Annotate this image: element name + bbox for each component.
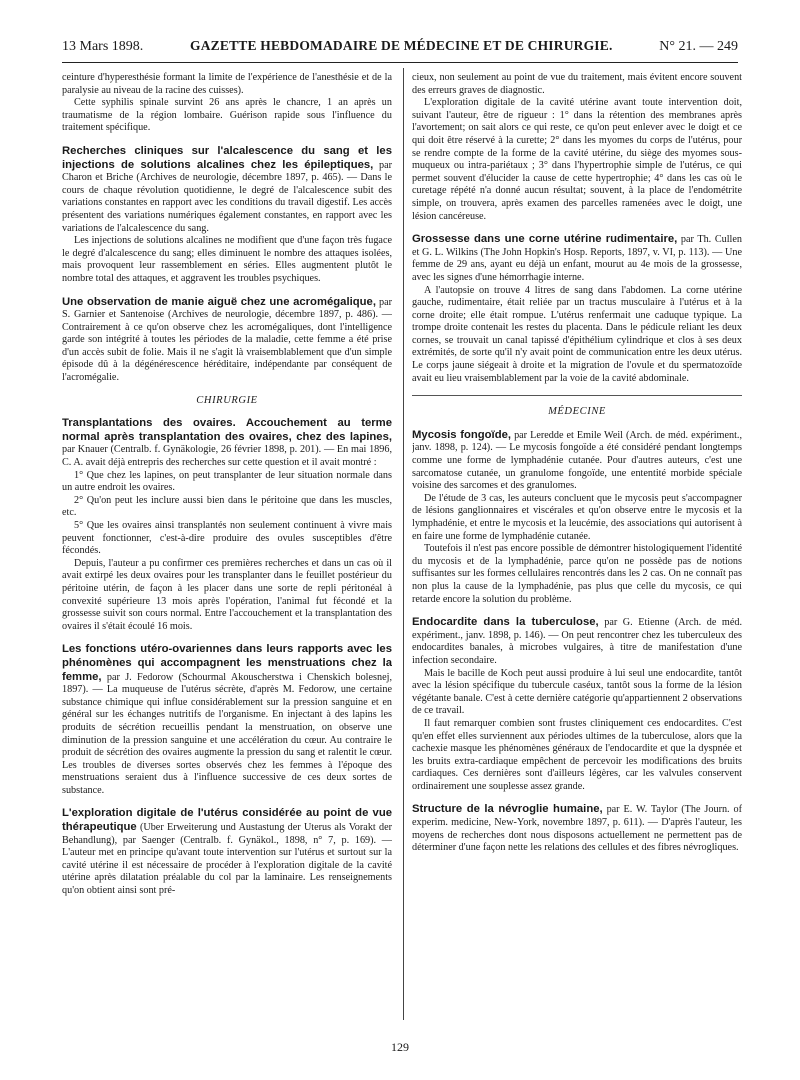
section-heading-medecine: MÉDECINE bbox=[548, 406, 606, 418]
list-item: 2° Qu'on peut les inclure aussi bien dans le péritoine que dans les muscles, etc. bbox=[62, 494, 392, 519]
article-lead: par Leredde et Emile Weil (Arch. de méd. expériment., janv. 1898, p. 124). — Le mycosis fongoïde a été considéré pendant longtemps comme une forme de lymphadénie cutanée. Pour d'autres auteurs, c'est une sarcomatose cutanée, un granulome fongoïde, une ententité morbide spéciale voisine des sarcomes et des granulomes. bbox=[412, 429, 742, 492]
paragraph: L'exploration digitale de la cavité utérine avant toute intervention doit, suivant l'auteur, être de rigueur : 1° dans la rétention des membranes après l'avortement; on sait alors ce qui reste, ce qu'on peut enlever avec le doigt et ce qui doit être réservé à la curette; 2° dans les myomes du corps de l'utérus, pour se rendre compte de la forme de la cavité utérine, du siège des myomes sous-muqueux ou intra-pariétaux ; 3° dans l'hypertrophie simple de l'utérus, ce qui permet souvent d'élucider la cause de cette hypertrophie; 4° dans les cas où le curetage répété n'a donné aucun résultat; souvent, à la place de l'endométrite simple, on trouvera, après examen des parcelles ramenées avec le doigt, une lésion cancéreuse. bbox=[412, 97, 742, 222]
section-heading-chirurgie: CHIRURGIE bbox=[196, 394, 258, 406]
journal-title: GAZETTE HEBDOMADAIRE DE MÉDECINE ET DE CHIRURGIE. bbox=[190, 38, 613, 53]
paragraph: Il faut remarquer combien sont frustes cliniquement ces endocardites. C'est qu'en effet elles surviennent aux périodes ultimes de la tuberculose, alors que la cachexie masque les phénomènes généraux de l'endocardite et que la dyspnée et les bruits extra-cardiaque empêchent de percevoir les modifications des bruits cardiaques. Ces dernières sont d'ailleurs légères, car les valvules conservent ordinairement une souplesse assez grande. bbox=[412, 717, 742, 792]
paragraph: Depuis, l'auteur a pu confirmer ces premières recherches et dans un cas où il avait extirpé les deux ovaires pour les transplanter dans le feuillet postérieur du péritoine utérin, de façon à les placer dans une sorte de repli péritonéal à convexité supérieure 13 mois après l'opération, l'animal fut fécondé et la grossesse suivit son cours normal. Entre l'accouchement et la transplantation des ovaires il s'était écoulé 16 mois. bbox=[62, 557, 392, 632]
article-transplantations bbox=[62, 417, 392, 633]
right-column bbox=[412, 72, 742, 1040]
paragraph: cieux, non seulement au point de vue du traitement, mais évitent encore souvent des erreurs graves de diagnostic. bbox=[412, 72, 742, 96]
article-acromegalie bbox=[62, 296, 392, 385]
article-alcalescence bbox=[62, 145, 392, 286]
article-grossesse bbox=[412, 233, 742, 385]
issue-number: N° 21. — 249 bbox=[659, 39, 738, 54]
article-lead: par J. Fedorow (Schourmal Akouscherstwa i Chenskich bolesnej, 1897). — La muqueuse de l'utérus sécrète, d'après M. Fedorow, une certaine substance chimique qui influe considérablement sur la pression sanguine et en général sur les échanges nutritifs de l'organisme. En injectant à des lapins les produits de sécrétion recueillis pendant la menstruation, on observe une diminution de la pression sanguine et une accélération du cœur. Au contraire le produit de sécrétion des ovaires augmente la pression du sang et ralentit le cœur. Les troubles de diverses sortes observés chez les femmes à l'époque des menstruations seraient dus à l'influence successive de ces deux sortes de substance. bbox=[62, 671, 392, 796]
article-title: Mycosis fongoïde, bbox=[412, 428, 512, 441]
article-fonctions bbox=[62, 643, 392, 797]
article-endocardite bbox=[412, 616, 742, 793]
article-title: Grossesse dans une corne utérine rudimentaire, bbox=[412, 233, 678, 246]
article-lead: par S. Garnier et Santenoise (Archives de neurologie, décembre 1897, p. 486). — Contrairement à ce qu'on observe chez les acromégaliques, dont l'intelligence garde son intégrité à toutes les périodes de la maladie, cette femme a été prise d'un accès subit de folie. Mais il ne s'agit là vraisemblablement que d'un simple épisode dû à la dégénérescence héréditaire, indépendante par conséquent de l'acromégalie. bbox=[62, 296, 392, 384]
list-item: 1° Que chez les lapines, on peut transplanter de leur situation normale dans un autre endroit les ovaires. bbox=[62, 469, 392, 494]
column-rule bbox=[403, 68, 404, 1020]
article-title: Transplantations des ovaires. Accouchement au terme normal après transplantation des ovaires, chez des lapines, bbox=[62, 417, 392, 443]
article-nevroglie bbox=[412, 803, 742, 854]
paragraph: ceinture d'hyperesthésie formant la limite de l'expérience de l'anesthésie et de la paralysie au niveau de la racine des cuisses). bbox=[62, 72, 392, 96]
article-lead: (Uber Erweiterung und Austastung der Uterus als Vorakt der Behandlung), par Saenger (Centralb. f. Gynäkol., 1898, n° 7, p. 169). — L'auteur met en principe qu'avant toute intervention sur l'utérus et surtout sur la cavité utérine il est nécessaire de procéder à l'exploration digitale de la cavité utérine après dilatation préalable du col par la laminaire. Les renseignements qu'on obtient ainsi sont pré- bbox=[62, 822, 392, 897]
article-title: Endocardite dans la tuberculose, bbox=[412, 616, 599, 629]
list-item: 5° Que les ovaires ainsi transplantés non seulement continuent à vivre mais peuvent fonctionner, c'est-à-dire produire des ovules susceptibles d'être fécondés. bbox=[62, 520, 392, 557]
intro-block bbox=[62, 72, 392, 135]
article-title: L'exploration digitale de l'utérus considérée au point de vue thérapeutique bbox=[62, 807, 392, 834]
article-title: Structure de la névroglie humaine, bbox=[412, 803, 603, 816]
article-lead: par Knauer (Centralb. f. Gynäkologie, 26 février 1898, p. 201). — En mai 1896, C. A. avait déjà entrepris des recherches sur cette question et il avait montré : bbox=[62, 444, 392, 469]
article-lead: par E. W. Taylor (The Journ. of experim. medicine, New-York, novembre 1897, p. 611). — D'après l'auteur, les moyens de recherches dont nous disposons actuellement ne permettent pas de déterminer d'une façon nette les relations des cellules et des fibres névrogliques. bbox=[412, 804, 742, 854]
article-lead: par G. Etienne (Arch. de méd. expériment., janv. 1898, p. 146). — On peut rencontrer chez les tuberculeux des endocardites banales, à microbes vulgaires, à titre de manifestation d'une infection secondaire. bbox=[412, 617, 742, 666]
paragraph: De l'étude de 3 cas, les auteurs concluent que le mycosis peut s'accompagner de lésions ganglionnaires et viscérales et qu'on observe entre le mycosis et la lymphadénie, et entre le mycosis et la leucémie, des associations qui autorisent à en faire une forme de lymphadénie cutanée. bbox=[412, 492, 742, 542]
article-title: Une observation de manie aiguë chez une acromégalique, bbox=[62, 295, 376, 308]
paragraph: Les injections de solutions alcalines ne modifient que d'une façon très fugace le degré d'alcalescence du sang; elles diminuent le nombre des attaques isolées, mais provoquent leur rassemblement en séries. Elles augmentent plutôt le nombre total des attaques, et aggravent les troubles psychiques. bbox=[62, 235, 392, 284]
article-lead: par Charon et Briche (Archives de neurologie, décembre 1897, p. 465). — Dans le cours de chaque révolution quotidienne, le degré de l'alcalescence subit des variations constantes en rapport avec les conditions du travail digestif. Les accès présentent des variations numériques également constantes, en rapport avec les variations de l'alcalescence du sang. bbox=[62, 159, 392, 234]
continuation-block bbox=[412, 72, 742, 223]
paragraph: Toutefois il n'est pas encore possible de démontrer histologiquement l'identité du mycosis et de la lymphadénie, parce qu'on ne possède pas de notions suffisantes sur les formes cellulaires rencontrés dans les 2 cas. On ne connaît pas non plus la cause de la lymphadénie, pas plus que celle du mycosis, ce qui retarde encore la solution du problème. bbox=[412, 543, 742, 605]
article-exploration bbox=[62, 807, 392, 897]
article-mycosis bbox=[412, 429, 742, 606]
header-date: 13 Mars 1898. bbox=[62, 39, 144, 54]
divider bbox=[412, 395, 742, 396]
running-header bbox=[62, 38, 738, 63]
article-lead: par Th. Cullen et G. L. Wilkins (The John Hopkin's Hosp. Reports, 1897, v. VI, p. 113). — Une femme de 29 ans, ayant eu déjà un enfant, mourut au 4e mois de la grossesse, avec les signes d'une hémorrhagie interne. bbox=[412, 234, 742, 283]
paragraph: Cette syphilis spinale survint 26 ans après le chancre, 1 an après un traumatisme de la région lombaire. Guérison rapide sous l'influence du traitement spécifique. bbox=[62, 97, 392, 134]
paragraph: Mais le bacille de Koch peut aussi produire à lui seul une endocardite, tantôt avec la lésion spécifique du tubercule caséux, tantôt sous la forme de la lésion végétante banale. C'est à cette dernière catégorie qu'appartiennent 2 observations de ce travail. bbox=[412, 667, 742, 717]
page-number: 129 bbox=[391, 1040, 409, 1054]
paragraph: A l'autopsie on trouve 4 litres de sang dans l'abdomen. La corne utérine gauche, rudimentaire, était reliée par un tractus musculaire à l'utérus et à la corne droite; elle était rompue. L'utérus renfermait une caduque typique. La trompe droite contenait les restes du placenta. Dans le pédicule reliant les deux cornes, se trouvait un canal tapissé d'épithélium cylindrique et clos à ses deux extrémités, de sorte qu'il n'y avait point de communication entre les deux utérus. Le corps jaune siégeait à droite et la migration de l'ovule et du spermatozoïde avait eu lieu vraisemblablement par la voie de la cavité abdominale. bbox=[412, 284, 742, 384]
article-title: Les fonctions utéro-ovariennes dans leurs rapports avec les phénomènes qui accompagnent les menstruations chez la femme, bbox=[62, 643, 392, 683]
article-title: Recherches cliniques sur l'alcalescence du sang et les injections de solutions alcalines chez les épileptiques, bbox=[62, 144, 392, 171]
left-column bbox=[62, 72, 392, 1040]
